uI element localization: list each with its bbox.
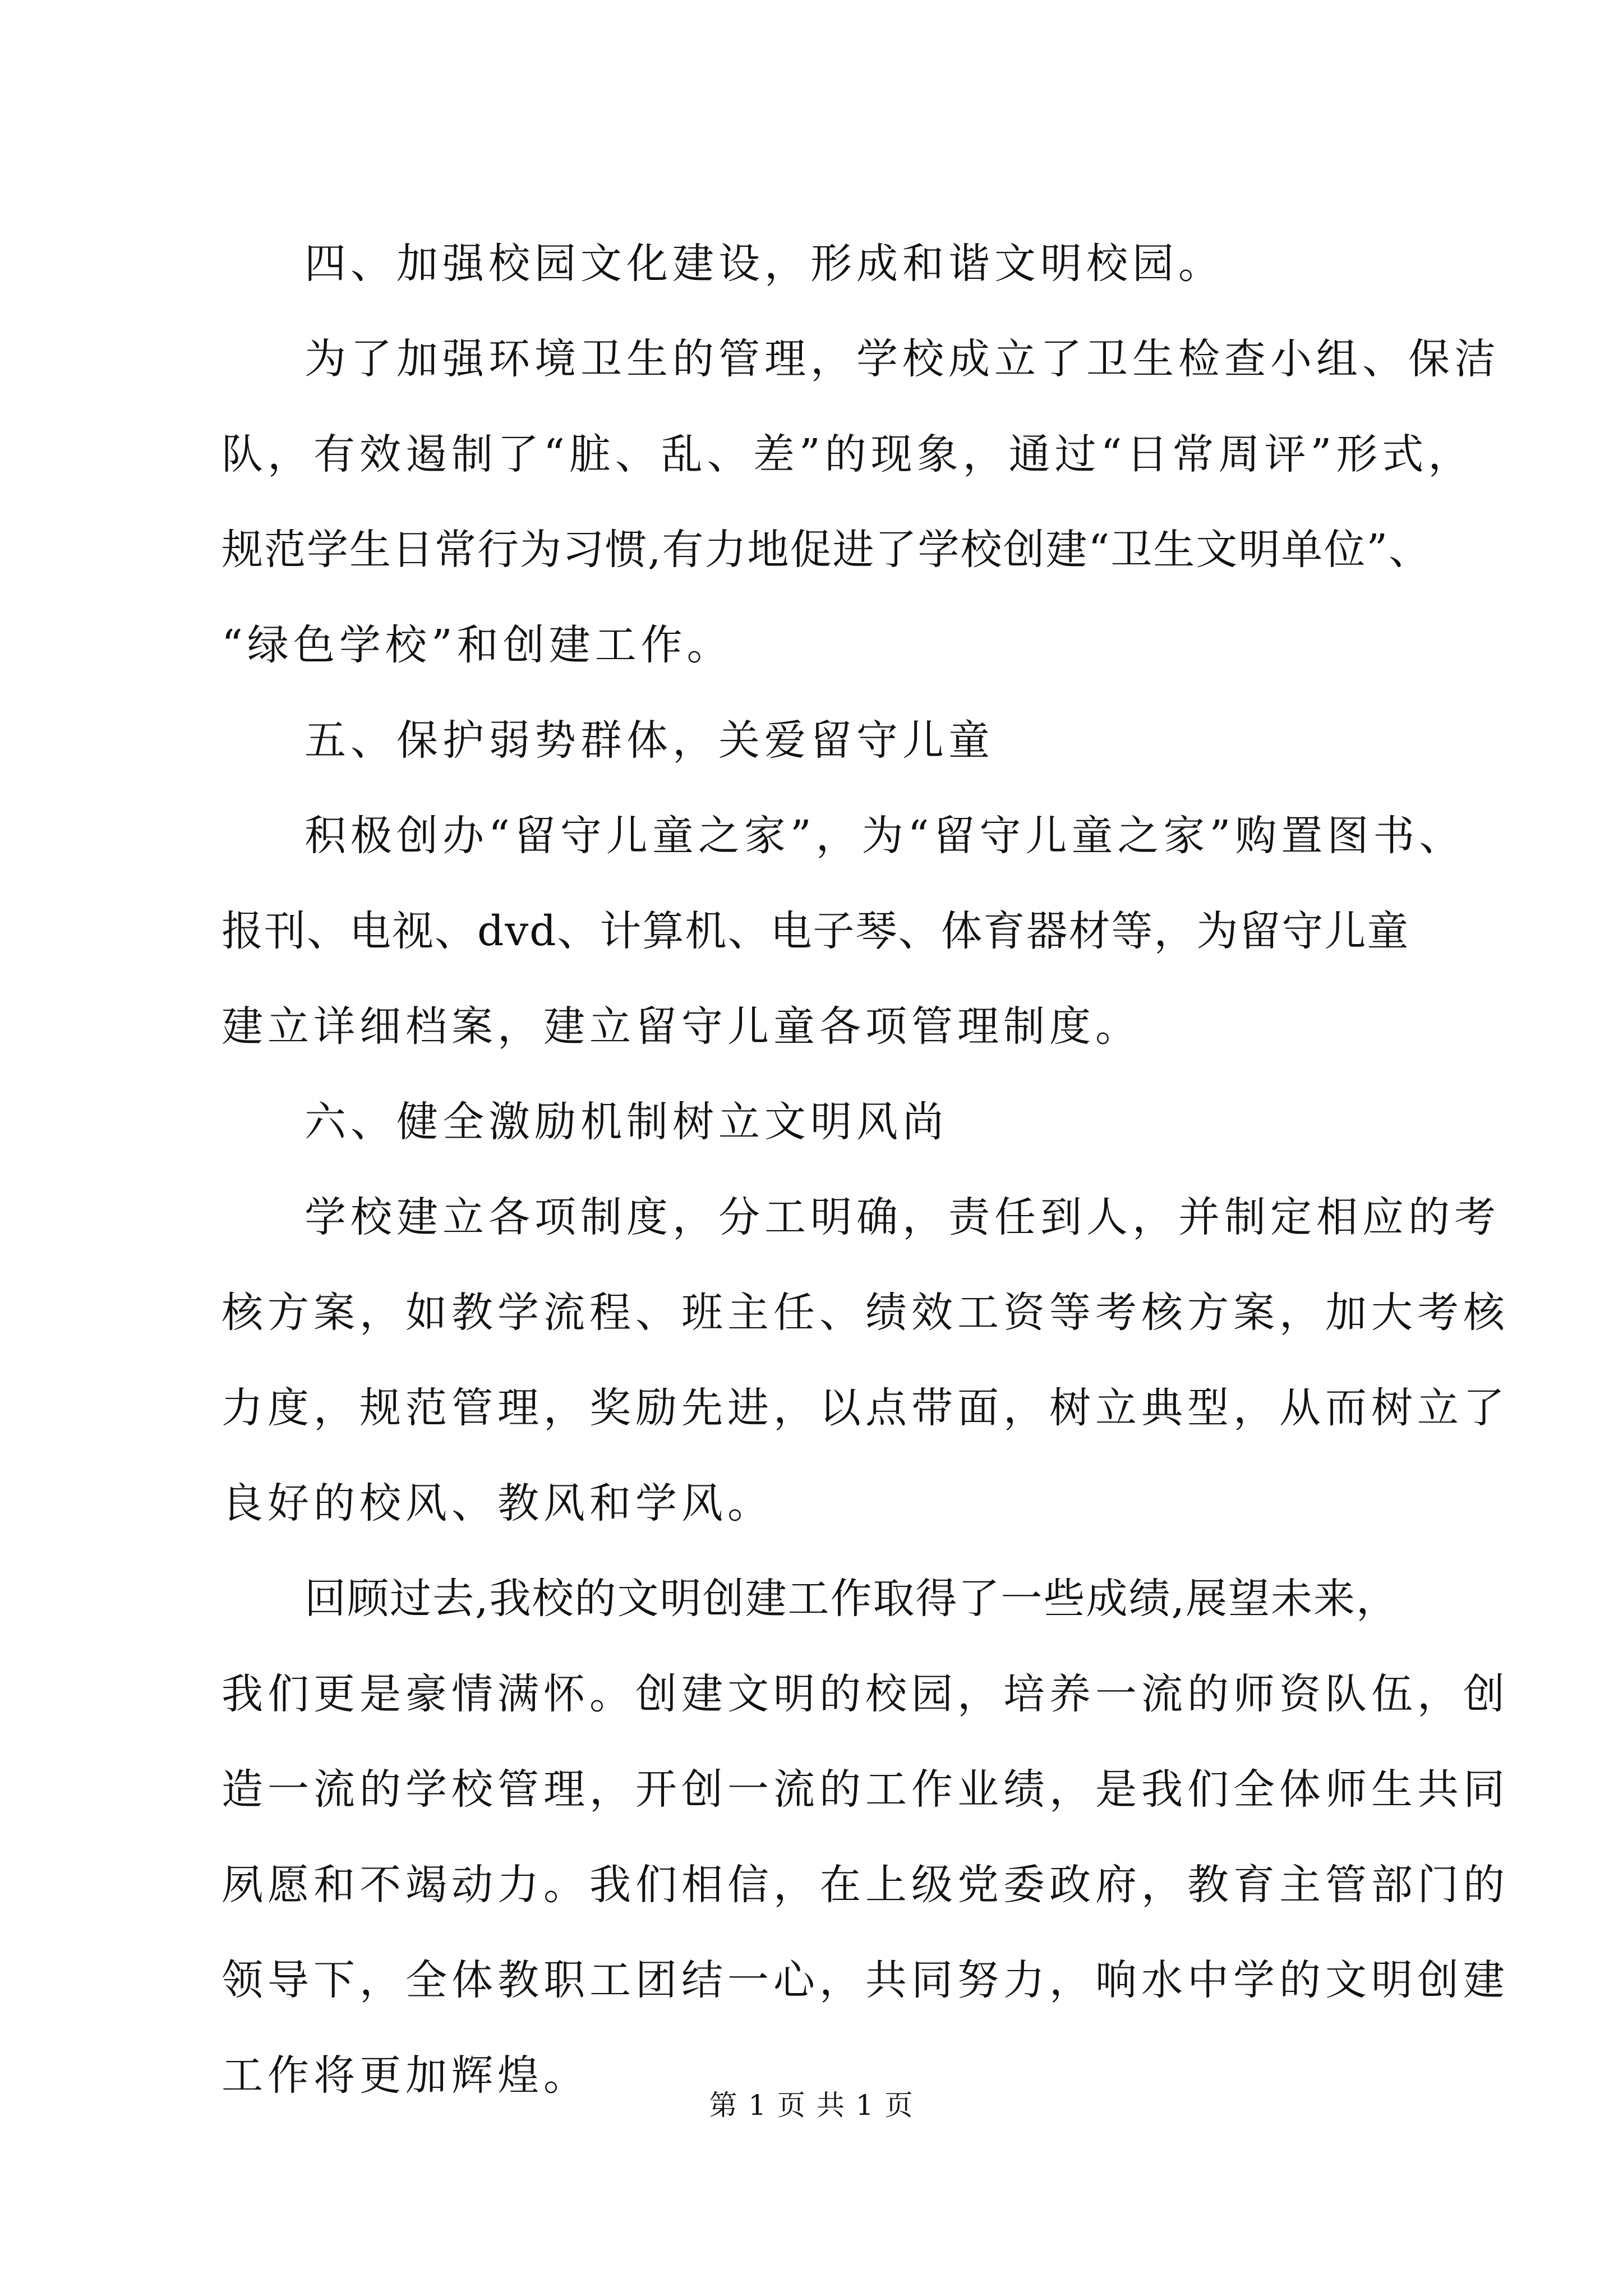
- section-heading-6: 六、健全激励机制树立文明风尚: [305, 1098, 948, 1146]
- paragraph-line: 学校建立各项制度，分工明确，责任到人，并制定相应的考: [305, 1193, 1500, 1241]
- paragraph-line: 回顾过去,我校的文明创建工作取得了一些成绩,展望未来，: [305, 1575, 1399, 1623]
- paragraph-line: 造一流的学校管理，开创一流的工作业绩，是我们全体师生共同: [222, 1765, 1509, 1814]
- paragraph-line: 为了加强环境卫生的管理，学校成立了卫生检查小组、保洁: [305, 335, 1500, 383]
- paragraph-line: 工作将更加辉煌。: [222, 2051, 589, 2100]
- paragraph-line: 报刊、电视、dvd、计算机、电子琴、体育器材等，为留守儿童: [222, 907, 1410, 955]
- page-number-footer: 第 1 页 共 1 页: [709, 2089, 914, 2122]
- section-heading-4: 四、加强校园文化建设，形成和谐文明校园。: [305, 240, 1224, 288]
- paragraph-line: 建立详细档案，建立留守儿童各项管理制度。: [222, 1002, 1141, 1051]
- paragraph-line: 核方案，如教学流程、班主任、绩效工资等考核方案，加大考核: [222, 1289, 1509, 1337]
- paragraph-line: 良好的校风、教风和学风。: [222, 1479, 773, 1527]
- paragraph-line: 队，有效遏制了“脏、乱、差”的现象，通过“日常周评”形式，: [222, 430, 1474, 478]
- paragraph-line: “绿色学校”和创建工作。: [222, 621, 733, 669]
- paragraph-line: 夙愿和不竭动力。我们相信，在上级党委政府，教育主管部门的: [222, 1861, 1509, 1909]
- section-heading-5: 五、保护弱势群体，关爱留守儿童: [305, 716, 994, 765]
- paragraph-line: 领导下，全体教职工团结一心，共同努力，响水中学的文明创建: [222, 1956, 1509, 2004]
- paragraph-line: 力度，规范管理，奖励先进，以点带面，树立典型，从而树立了: [222, 1384, 1509, 1432]
- paragraph-line: 规范学生日常行为习惯,有力地促进了学校创建“卫生文明单位”、: [222, 526, 1432, 574]
- paragraph-line: 积极创办“留守儿童之家”，为“留守儿童之家”购置图书、: [305, 812, 1465, 860]
- paragraph-line: 我们更是豪情满怀。创建文明的校园，培养一流的师资队伍，创: [222, 1670, 1509, 1718]
